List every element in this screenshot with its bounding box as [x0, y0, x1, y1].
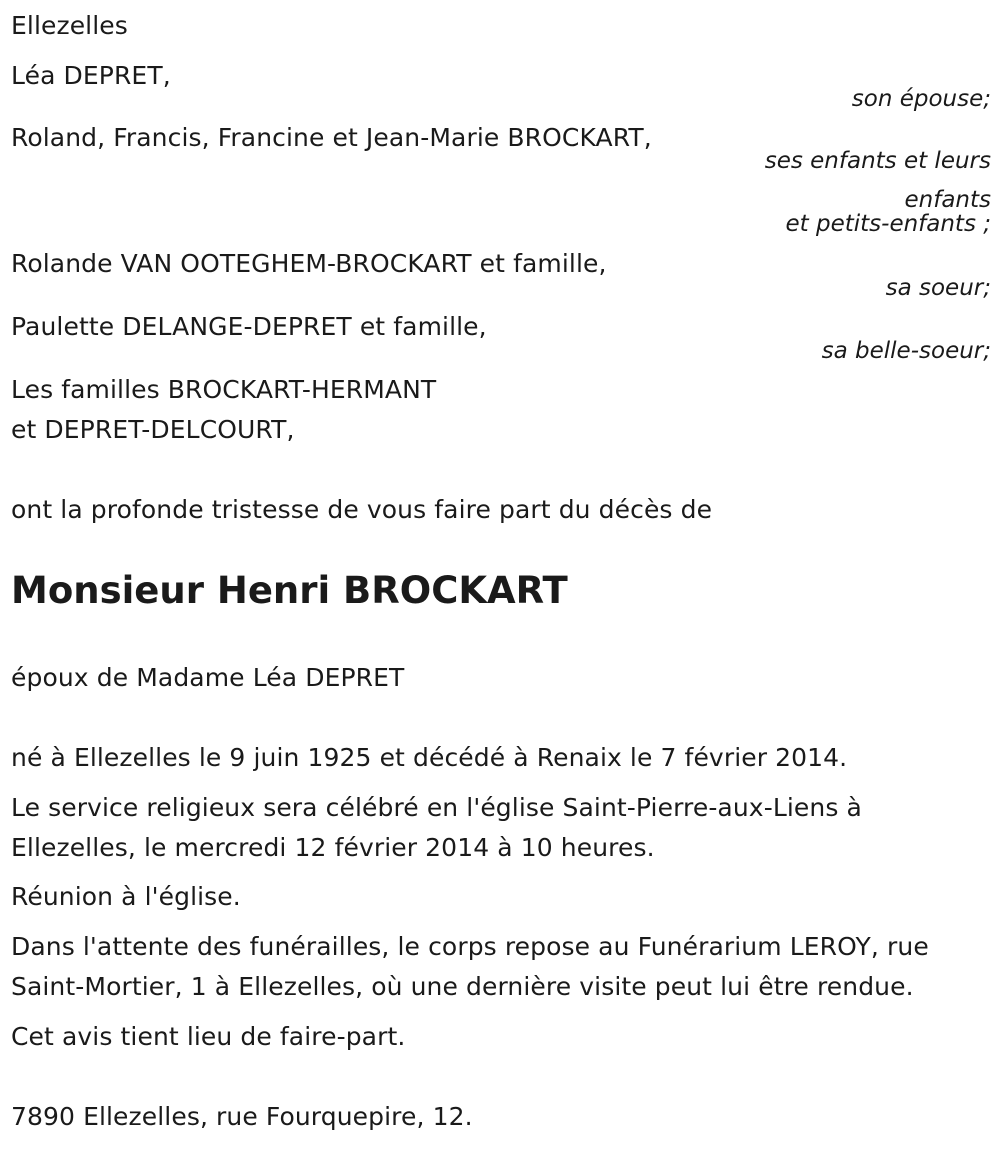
service-info-line: Ellezelles, le mercredi 12 février 2014 à 10 heures. — [11, 833, 655, 862]
family-member-name: Rolande VAN OOTEGHEM-BROCKART et famille, — [11, 249, 607, 278]
spouse-line: époux de Madame Léa DEPRET — [11, 663, 405, 692]
service-info-line: Le service religieux sera célébré en l'église Saint-Pierre-aux-Liens à — [11, 793, 862, 822]
family-member-role: ses enfants et leurs — [764, 148, 991, 174]
address-line: 7890 Ellezelles, rue Fourquepire, 12. — [11, 1102, 473, 1131]
family-member-name: et DEPRET-DELCOURT, — [11, 415, 295, 444]
meeting-line: Réunion à l'église. — [11, 882, 241, 911]
funerarium-info-line: Saint-Mortier, 1 à Ellezelles, où une dernière visite peut lui être rendue. — [11, 972, 914, 1001]
family-member-name: Les familles BROCKART-HERMANT — [11, 375, 437, 404]
obituary-notice — [11, 0, 991, 1151]
notice-line: Cet avis tient lieu de faire-part. — [11, 1022, 406, 1051]
family-member-role: son épouse; — [851, 86, 991, 112]
family-member-role: sa belle-soeur; — [821, 338, 991, 364]
family-member-role: sa soeur; — [885, 275, 991, 301]
announcement-text: ont la profonde tristesse de vous faire part du décès de — [11, 495, 713, 524]
family-member-name: Roland, Francis, Francine et Jean-Marie BROCKART, — [11, 123, 652, 152]
funerarium-info-line: Dans l'attente des funérailles, le corps repose au Funérarium LEROY, rue — [11, 932, 929, 961]
family-member-name: Léa DEPRET, — [11, 61, 171, 90]
family-member-role: enfants — [904, 187, 991, 213]
location-line: Ellezelles — [11, 11, 128, 40]
birth-death-line: né à Ellezelles le 9 juin 1925 et décédé à Renaix le 7 février 2014. — [11, 743, 848, 772]
family-member-name: Paulette DELANGE-DEPRET et famille, — [11, 312, 487, 341]
family-member-role: et petits-enfants ; — [785, 211, 991, 237]
deceased-name: Monsieur Henri BROCKART — [11, 569, 568, 612]
